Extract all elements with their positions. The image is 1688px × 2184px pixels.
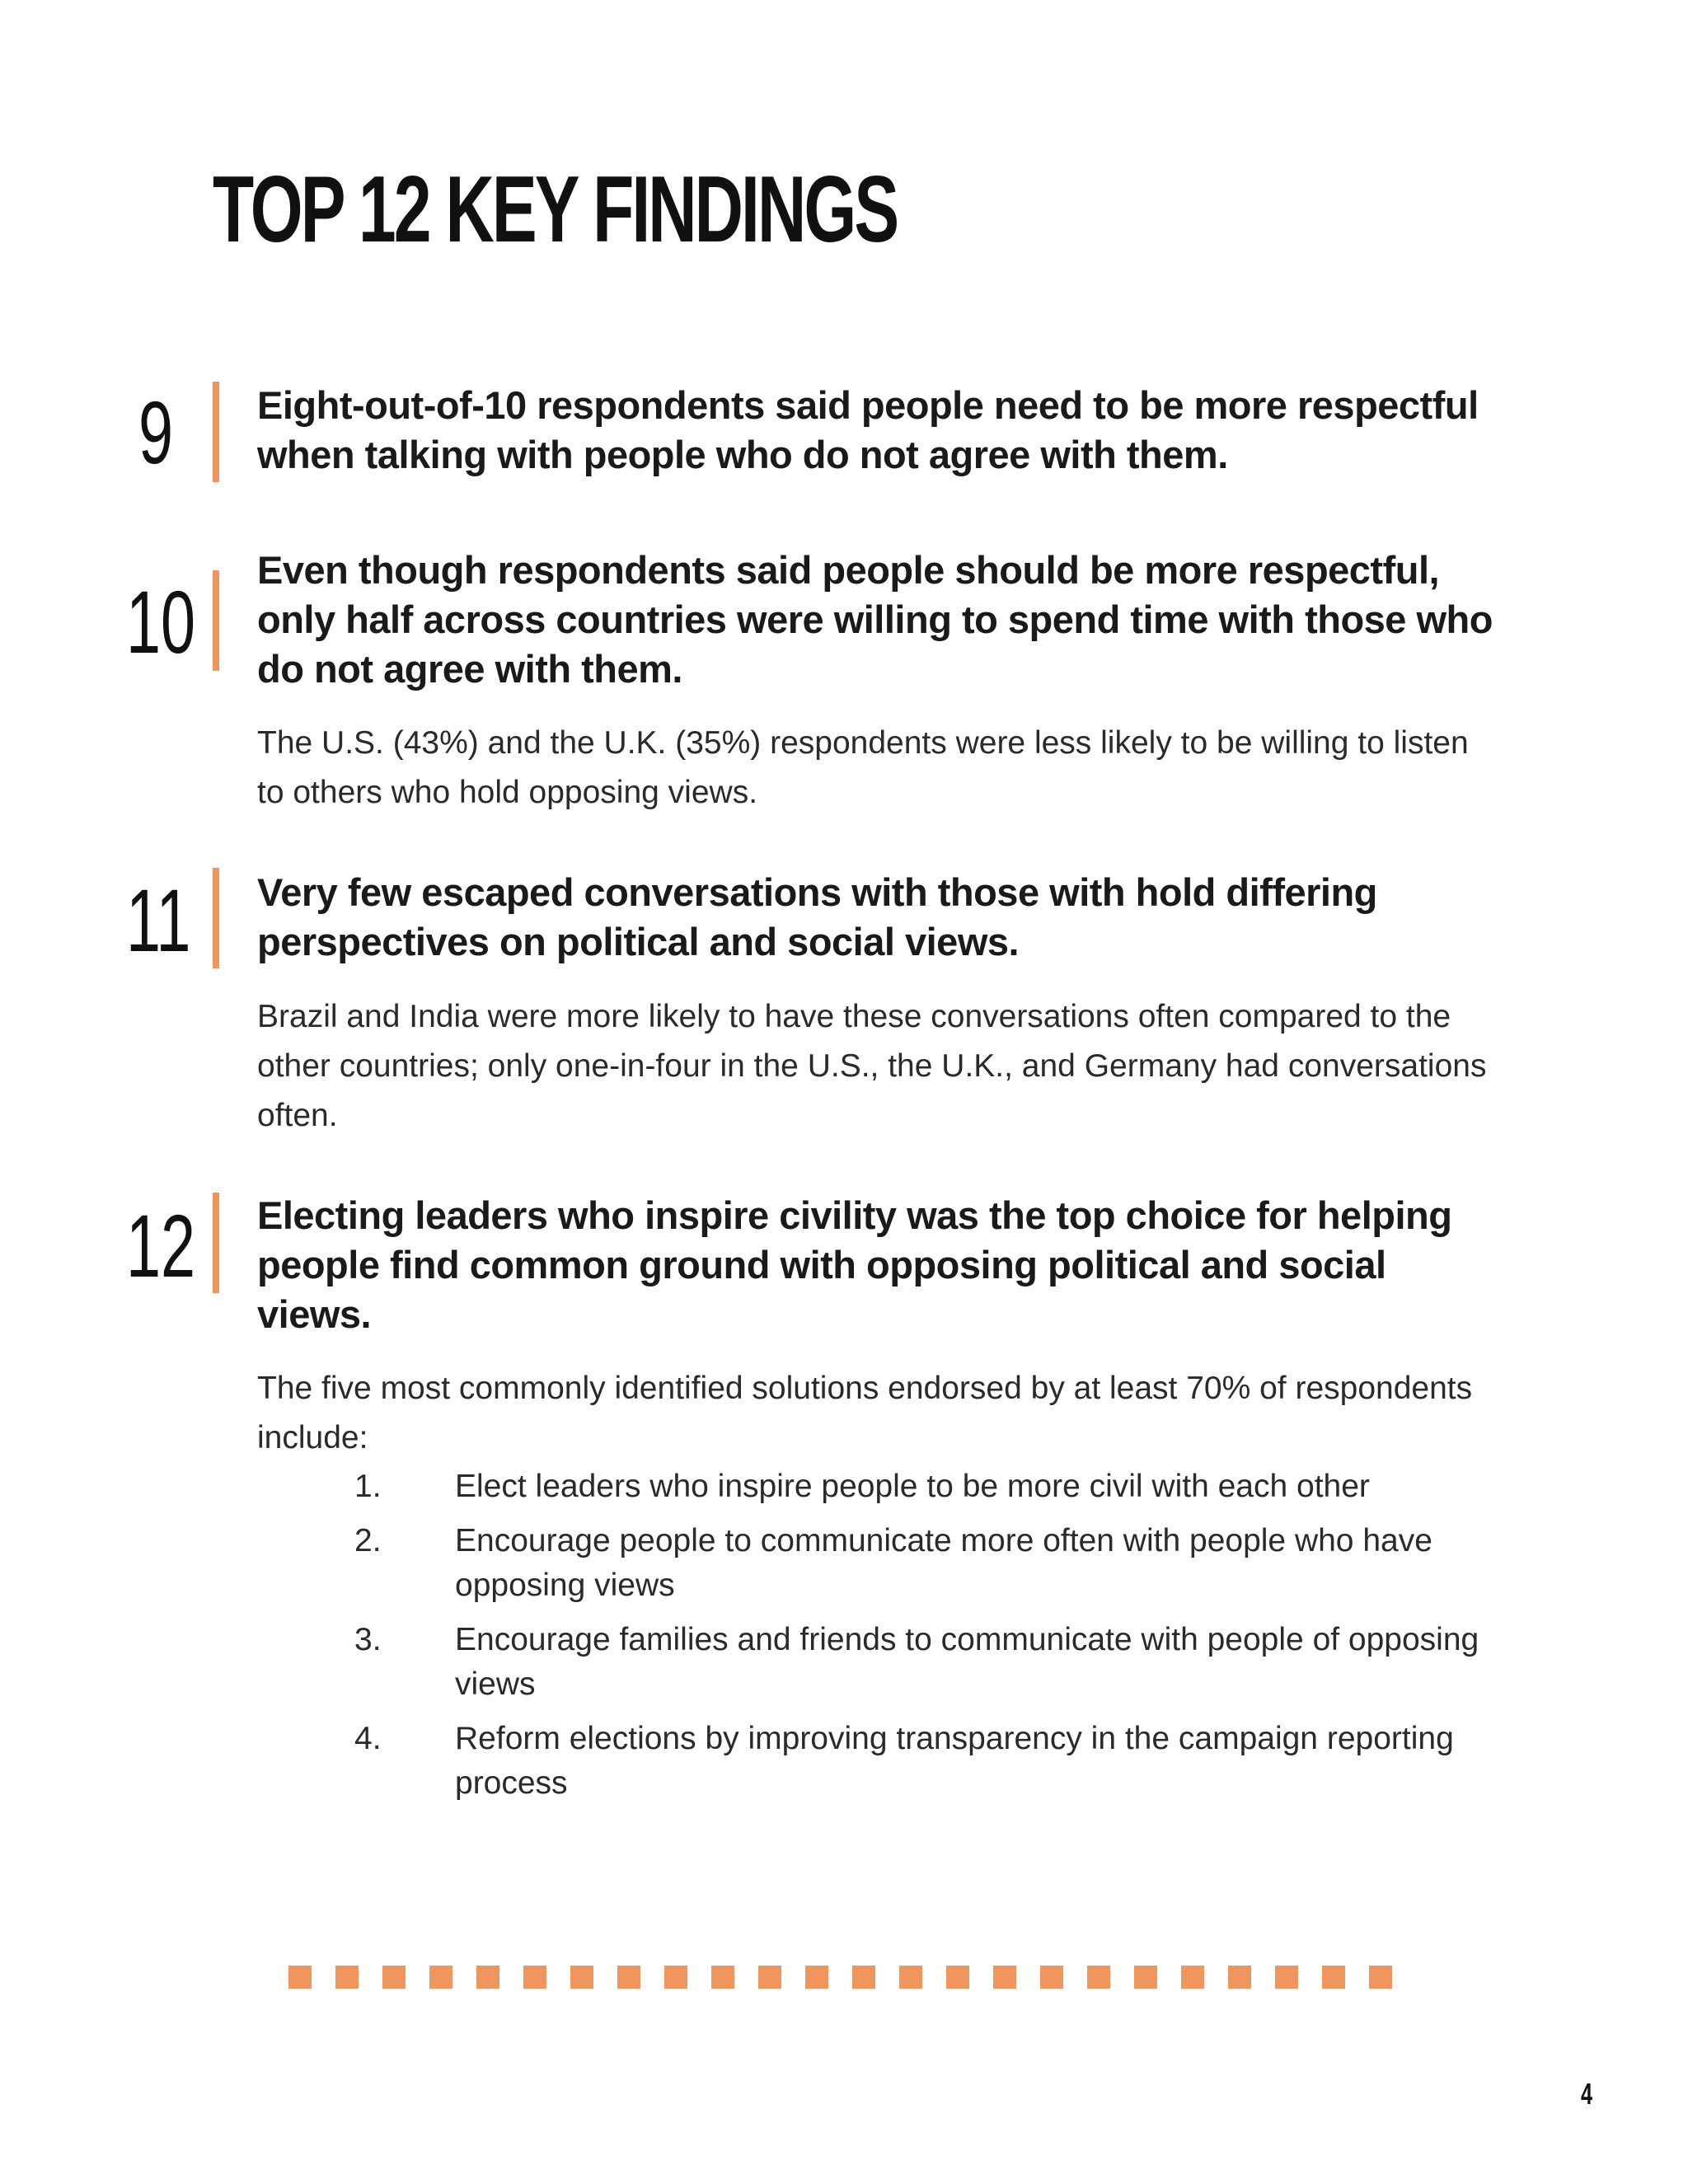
finding-number: 9 <box>138 382 173 482</box>
divider-square <box>523 1966 546 1989</box>
accent-bar <box>213 868 219 968</box>
finding-body: Brazil and India were more likely to have these conversations often compared to the other countries; only one-in-four in the U.S., the U.K., and Germany had conversations often. <box>257 999 1487 1133</box>
divider-square <box>476 1966 499 1989</box>
decorative-divider <box>288 1966 1392 1989</box>
accent-bar <box>213 1193 219 1293</box>
finding-heading: Even though respondents said people should be more respectful, only half across countries were willing to spend time with those who do not agree with them. <box>257 548 1493 691</box>
divider-square <box>993 1966 1016 1989</box>
divider-square <box>382 1966 406 1989</box>
divider-square <box>335 1966 359 1989</box>
list-item-number: 2. <box>354 1523 382 1558</box>
divider-square <box>1322 1966 1345 1989</box>
divider-square <box>1228 1966 1251 1989</box>
divider-square <box>805 1966 828 1989</box>
finding-number: 11 <box>126 870 191 970</box>
finding-heading: Eight-out-of-10 respondents said people need to be more respectful when talking with people who do not agree with them. <box>257 383 1479 476</box>
accent-bar <box>213 570 219 671</box>
list-item-text: Elect leaders who inspire people to be more civil with each other <box>455 1469 1370 1504</box>
divider-square <box>899 1966 922 1989</box>
finding-heading: Very few escaped conversations with those with hold differing perspectives on political and social views. <box>257 870 1377 963</box>
finding-number: 12 <box>126 1196 196 1296</box>
divider-square <box>946 1966 969 1989</box>
list-item-number: 3. <box>354 1622 382 1657</box>
finding-body: The U.S. (43%) and the U.K. (35%) respondents were less likely to be willing to listen to others who hold opposing views. <box>257 725 1469 810</box>
divider-square <box>1181 1966 1204 1989</box>
divider-square <box>570 1966 593 1989</box>
divider-square <box>758 1966 781 1989</box>
finding-number: 10 <box>126 572 196 672</box>
list-item-number: 4. <box>354 1721 382 1756</box>
list-item-text: Reform elections by improving transparency in the campaign reporting process <box>455 1721 1454 1801</box>
divider-square <box>1275 1966 1298 1989</box>
divider-square <box>288 1966 312 1989</box>
divider-square <box>852 1966 875 1989</box>
divider-square <box>1040 1966 1063 1989</box>
finding-body: The five most commonly identified solutions endorsed by at least 70% of respondents include: <box>257 1371 1473 1455</box>
divider-square <box>664 1966 687 1989</box>
divider-square <box>429 1966 452 1989</box>
finding-heading: Electing leaders who inspire civility was the top choice for helping people find common ground with opposing political and social views. <box>257 1193 1452 1336</box>
divider-square <box>711 1966 734 1989</box>
divider-square <box>1134 1966 1157 1989</box>
list-item-text: Encourage people to communicate more often with people who have opposing views <box>455 1523 1432 1603</box>
accent-bar <box>213 382 219 482</box>
list-item-text: Encourage families and friends to communicate with people of opposing views <box>455 1622 1479 1702</box>
page-title: TOP 12 KEY FINDINGS <box>213 157 898 262</box>
divider-square <box>617 1966 640 1989</box>
page-number: 4 <box>1581 2077 1593 2111</box>
divider-square <box>1369 1966 1392 1989</box>
list-item-number: 1. <box>354 1469 382 1504</box>
divider-square <box>1087 1966 1110 1989</box>
